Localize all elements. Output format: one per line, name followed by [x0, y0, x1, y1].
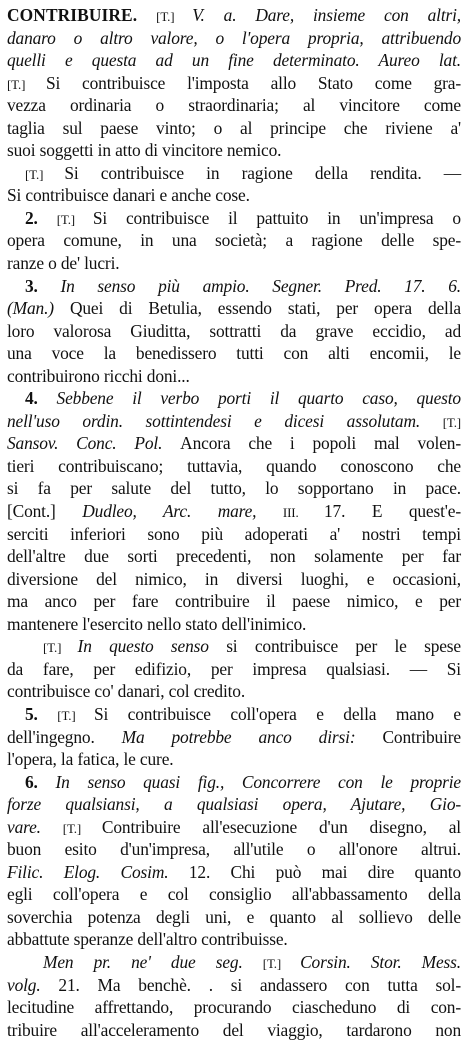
entry-line: dell'altre due sorti precedenti, non solamente per far	[7, 546, 461, 567]
headword: CONTRIBUIRE.	[7, 5, 138, 25]
entry-line: Men pr. ne' due seg. [T.] Corsin. Stor. Mess.	[43, 951, 461, 972]
entry-line: serciti inferiori sono più adoperati a' nostri tempi	[7, 523, 461, 544]
entry-line: 4. Sebbene il verbo porti il quarto caso, questo	[25, 388, 461, 409]
entry-line: vezza ordinaria o straordinaria; al vincitore come	[7, 95, 461, 116]
entry-line: [Cont.] Dudleo, Arc. mare, III. 17. E quest'e-	[7, 501, 461, 522]
entry-line: vare. [T.] Contribuire all'esecuzione d'un disegno, al	[7, 816, 461, 837]
entry-line: 5. [T.] Si contribuisce coll'opera e della mano e	[25, 703, 461, 724]
sense-number: 5.	[25, 703, 58, 724]
entry-line: una voce la benedissero tutti con alti encomii, le	[7, 343, 461, 364]
sense-number: 6.	[25, 771, 56, 792]
entry-line: [T.] Si contribuisce l'imposta allo Stato come gra-	[7, 72, 461, 93]
entry-line: 6. In senso quasi fig., Concorrere con le proprie	[25, 771, 461, 792]
entry-line: buon esito d'un'impresa, all'utile o all'onore altrui.	[7, 839, 461, 860]
entry-line: volg. 21. Ma benchè. . si andassero con tutta sol-	[7, 974, 461, 995]
entry-line: ma anco per fare contribuire il paese nimico, e per	[7, 591, 461, 612]
entry-line: diversione del nimico, in diversi luoghi, e occasioni,	[7, 568, 461, 589]
entry-line: Sansov. Conc. Pol. Ancora che i popoli mal volen-	[7, 433, 461, 454]
entry-line: suoi soggetti in atto di vincitore nemico.	[7, 140, 282, 161]
entry-line: tieri contribuiscano; tuttavia, quando conoscono che	[7, 455, 461, 476]
sense-number: 3.	[25, 275, 61, 296]
entry-line: (Man.) Quei di Betulia, essendo stati, per opera della	[7, 298, 461, 319]
entry-line: lecitudine affrettando, procurando ciascheduno di con-	[7, 997, 461, 1018]
entry-line: mantenere l'esercito nello stato dell'inimico.	[7, 613, 307, 634]
entry-line: 3. In senso più ampio. Segner. Pred. 17. 6.	[25, 275, 461, 296]
entry-line: CONTRIBUIRE. [T.] V. a. Dare, insieme con altri,	[7, 5, 462, 25]
entry-line: [T.] In questo senso si contribuisce per le spese	[43, 636, 461, 657]
entry-line: contribuisce co' danari, col credito.	[7, 681, 246, 702]
entry-line: l'opera, la fatica, le cure.	[7, 749, 174, 770]
entry-line: egli coll'opera e col consiglio all'abbassamento della	[7, 884, 461, 905]
entry-line: forze qualsiansi, a qualsiasi opera, Ajutare, Gio-	[7, 794, 461, 815]
entry-line: dell'ingegno. Ma potrebbe anco dirsi: Contribuire	[7, 726, 461, 747]
entry-line: abbattute speranze dell'altro contribuisse.	[7, 929, 288, 950]
sense-number: 4.	[25, 388, 57, 409]
entry-line: nell'uso ordin. sottintendesi e dicesi assolutam. [T.]	[7, 410, 461, 431]
entry-line: Filic. Elog. Cosim. 12. Chi può mai dire quanto	[7, 861, 461, 882]
entry-line: 2. [T.] Si contribuisce il pattuito in un'impresa o	[25, 207, 461, 228]
entry-line: tribuire all'acceleramento del viaggio, tardarono non	[7, 1019, 461, 1040]
entry-line: danaro o altro valore, o l'opera propria, attribuendo	[7, 27, 461, 48]
entry-line: contribuirono ricchi doni...	[7, 365, 190, 386]
entry-line: ranze o de' lucri.	[7, 253, 120, 274]
entry-line: opera comune, in una società; a ragione delle spe-	[7, 230, 461, 251]
entry-line: quelli e questa ad un fine determinato. Aureo lat.	[7, 50, 461, 71]
entry-line: da fare, per edifizio, per impresa qualsiasi. — Si	[7, 658, 461, 679]
entry-line: soverchia potenza degli uni, e quanto al sollievo delle	[7, 906, 461, 927]
entry-line: Si contribuisce danari e anche cose.	[7, 185, 250, 206]
entry-line: si fa per salute del tutto, lo sopportano in pace.	[7, 478, 461, 499]
entry-line: taglia sul paese vinto; o al principe che riviene a'	[7, 117, 461, 138]
entry-line: [T.] Si contribuisce in ragione della rendita. —	[25, 162, 461, 183]
entry-line: loro valorosa Giuditta, sottratti da grave eccidio, ad	[7, 320, 461, 341]
sense-number: 2.	[25, 207, 57, 228]
